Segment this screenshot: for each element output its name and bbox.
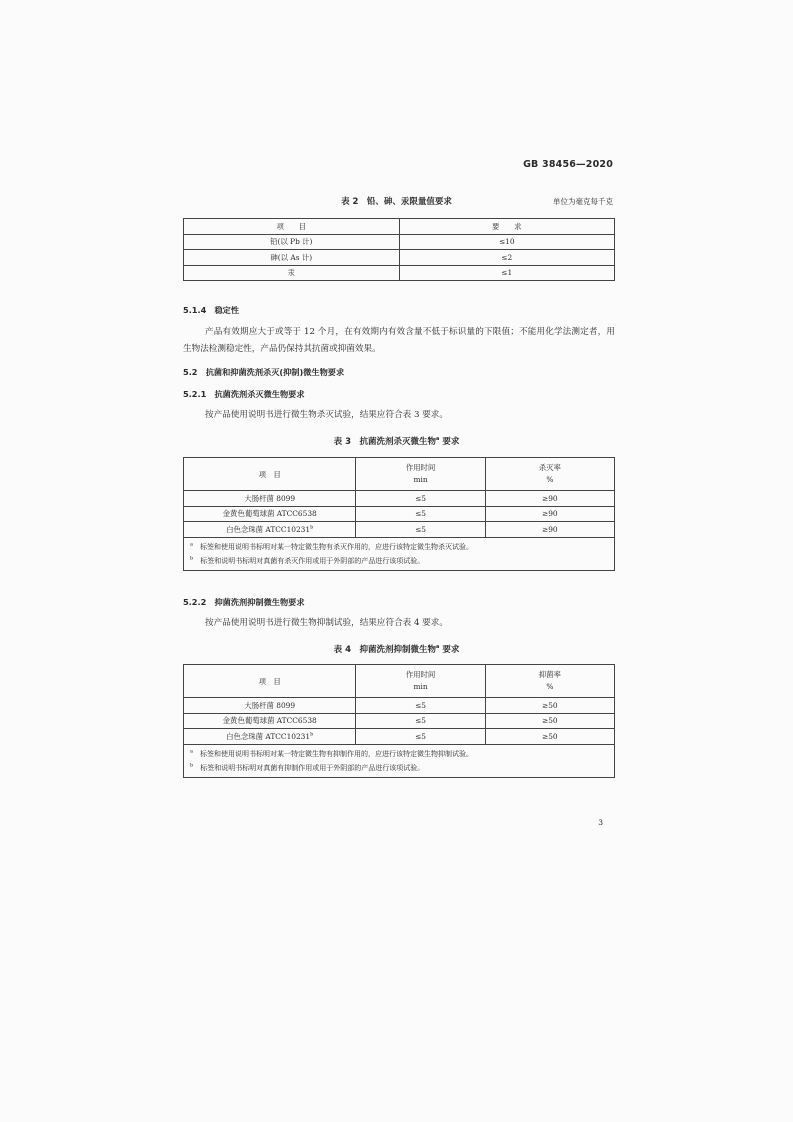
table-notes (184, 744, 615, 777)
organism-sup: b (310, 524, 314, 531)
table2 (183, 218, 615, 281)
footnote-a (190, 540, 614, 554)
footnote-b (190, 761, 614, 775)
table-cell: 汞 (184, 265, 400, 281)
table2-caption: 表 2 铅、砷、汞限量值要求 (341, 197, 452, 207)
table-cell (184, 713, 356, 729)
footnote-mark: a (190, 748, 193, 755)
table4 (183, 664, 615, 778)
table-cell (184, 729, 356, 745)
section-heading-5-2: 5.2 抗菌和抑菌洗剂杀灭(抑制)微生物要求 (183, 367, 345, 377)
organism-name: 金黄色葡萄球菌 ATCC6538 (222, 716, 317, 726)
footnote-mark: a (190, 541, 193, 548)
table-cell: ≥90 (485, 506, 614, 522)
header-cell-item: 项 目 (184, 665, 356, 698)
table-cell: ≤10 (399, 234, 615, 250)
table-cell: ≥50 (485, 698, 614, 714)
table-cell: ≥90 (485, 522, 614, 538)
table-cell: ≤5 (356, 698, 485, 714)
footnote-text: 标签和说明书标明对真菌有抑制作用或用于外阴部的产品进行该项试验。 (200, 763, 425, 772)
table-cell: ≤2 (399, 250, 615, 266)
table-cell (184, 522, 356, 538)
table-cell: ≤5 (356, 506, 485, 522)
footnote-text: 标签和说明书标明对真菌有杀灭作用或用于外阴部的产品进行该项试验。 (200, 556, 425, 565)
table-header-row (184, 219, 615, 235)
section-heading-5-2-1: 5.2.1 抗菌洗剂杀灭微生物要求 (183, 389, 305, 399)
header-rate-label: 杀灭率 (538, 463, 561, 472)
header-cell: 项 目 (184, 219, 400, 235)
section-heading-5-1-4: 5.1.4 稳定性 (183, 305, 240, 315)
footnote-b (190, 554, 614, 568)
table-notes-row (184, 744, 615, 777)
paragraph-5-2-1: 按产品使用说明书进行微生物杀灭试验，结果应符合表 3 要求。 (205, 410, 448, 420)
footnote-a (190, 747, 614, 761)
table3-caption (0, 435, 793, 447)
table-cell: 铅(以 Pb 计) (184, 234, 400, 250)
header-cell-rate (485, 665, 614, 698)
table-row (184, 506, 615, 522)
table-header-row (184, 458, 615, 491)
header-cell-time (356, 458, 485, 491)
table-cell: ≤1 (399, 265, 615, 281)
table-row (184, 265, 615, 281)
table2-unit: 单位为毫克每千克 (553, 197, 613, 206)
table-cell: ≤5 (356, 522, 485, 538)
header-cell: 要 求 (399, 219, 615, 235)
header-cell-rate (485, 458, 614, 491)
table-header-row (184, 665, 615, 698)
table-row (184, 713, 615, 729)
paragraph-5-2-2: 按产品使用说明书进行微生物抑制试验，结果应符合表 4 要求。 (205, 618, 448, 628)
table-cell (184, 698, 356, 714)
page-number: 3 (598, 818, 603, 827)
table3-caption-text: 表 3 抗菌洗剂杀灭微生物 (333, 437, 437, 447)
organism-name: 金黄色葡萄球菌 ATCC6538 (222, 509, 317, 519)
table4-caption-sup: a (436, 644, 440, 651)
table-cell: ≥50 (485, 713, 614, 729)
footnote-mark: b (190, 762, 194, 769)
section-heading-5-2-2: 5.2.2 抑菌洗剂抑制微生物要求 (183, 597, 305, 607)
header-cell-item: 项 目 (184, 458, 356, 491)
organism-name: 大肠杆菌 8099 (244, 493, 296, 503)
table4-caption-tail: 要求 (439, 645, 460, 655)
header-time-unit: min (413, 682, 428, 691)
table-cell: 砷(以 As 计) (184, 250, 400, 266)
header-rate-unit: % (546, 475, 554, 484)
header-rate-label: 抑菌率 (538, 670, 561, 679)
table-row (184, 234, 615, 250)
table-row (184, 729, 615, 745)
header-rate-unit: % (546, 682, 554, 691)
table-notes-row (184, 537, 615, 570)
organism-name: 白色念珠菌 ATCC10231 (226, 524, 311, 534)
table-cell (184, 506, 356, 522)
footnote-text: 标签和使用说明书标明对某一特定微生物有杀灭作用的，应进行该特定微生物杀灭试验。 (199, 542, 473, 551)
header-time-unit: min (413, 475, 428, 484)
footnote-text: 标签和使用说明书标明对某一特定微生物有抑制作用的，应进行该特定微生物抑制试验。 (199, 749, 473, 758)
footnote-mark: b (190, 555, 194, 562)
table-row (184, 250, 615, 266)
paragraph-stability: 产品有效期应大于或等于 12 个月，在有效期内有效含量不低于标识量的下限值；不能用化学法测定者，用生物法检测稳定性，产品仍保持其抗菌或抑菌效果。 (183, 327, 615, 354)
table-cell: ≤5 (356, 713, 485, 729)
table-row (184, 698, 615, 714)
table3-caption-sup: a (436, 436, 440, 443)
header-cell-time (356, 665, 485, 698)
table-row (184, 522, 615, 538)
header-time-label: 作用时间 (405, 463, 436, 472)
table4-caption-text: 表 4 抑菌洗剂抑制微生物 (333, 645, 437, 655)
table-cell: ≥90 (485, 491, 614, 507)
table3 (183, 457, 615, 571)
header-time-label: 作用时间 (405, 670, 436, 679)
table3-caption-tail: 要求 (439, 437, 460, 447)
table-cell: ≤5 (356, 491, 485, 507)
organism-name: 白色念珠菌 ATCC10231 (226, 731, 311, 741)
table-row (184, 491, 615, 507)
table-cell: ≥50 (485, 729, 614, 745)
table-cell (184, 491, 356, 507)
organism-sup: b (310, 731, 314, 738)
table-notes (184, 537, 615, 570)
organism-name: 大肠杆菌 8099 (244, 700, 296, 710)
table-cell: ≤5 (356, 729, 485, 745)
standard-number: GB 38456—2020 (523, 159, 613, 170)
table4-caption (0, 643, 793, 655)
